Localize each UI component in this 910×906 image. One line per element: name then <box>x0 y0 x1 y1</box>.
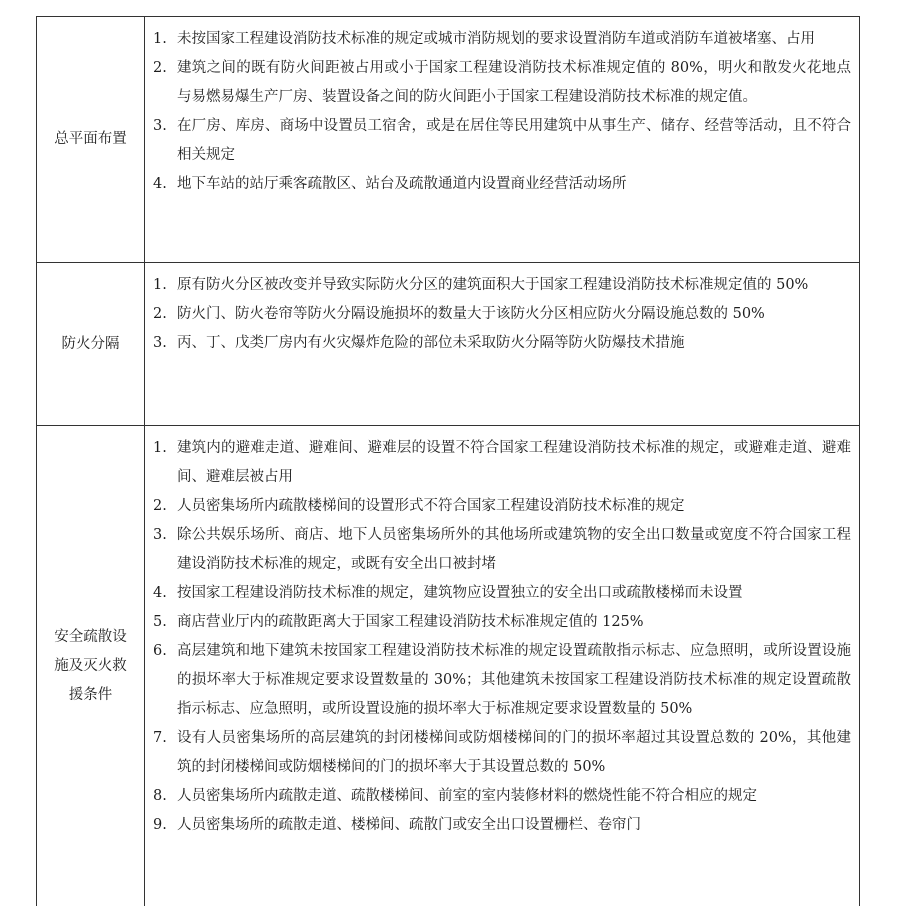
table-row-evacuation-rescue <box>37 426 859 906</box>
list-item <box>153 54 851 112</box>
item-text: 在厂房、库房、商场中设置员工宿舍，或是在居住等民用建筑中从事生产、储存、经营等活动，且不符合相关规定 <box>177 118 851 163</box>
item-number: 2. <box>153 306 167 322</box>
item-text: 地下车站的站厅乘客疏散区、站台及疏散通道内设置商业经营活动场所 <box>177 176 627 192</box>
category-label: 总平面布置 <box>54 131 127 147</box>
item-number: 5. <box>153 614 167 630</box>
item-text: 设有人员密集场所的高层建筑的封闭楼梯间或防烟楼梯间的门的损坏率超过其设置总数的 20%，其他建筑的封闭楼梯间或防烟楼梯间的门的损坏率大于其设置总数的 50% <box>177 730 851 775</box>
item-text: 人员密集场所内疏散走道、疏散楼梯间、前室的室内装修材料的燃烧性能不符合相应的规定 <box>177 788 757 804</box>
item-text: 人员密集场所内疏散楼梯间的设置形式不符合国家工程建设消防技术标准的规定 <box>177 498 685 514</box>
item-number: 7. <box>153 730 167 746</box>
list-item <box>153 492 851 521</box>
item-text: 防火门、防火卷帘等防火分隔设施损坏的数量大于该防火分区相应防火分隔设施总数的 50% <box>177 306 765 322</box>
category-label: 防火分隔 <box>61 335 120 352</box>
criteria-list <box>145 17 859 262</box>
list-item <box>153 724 851 782</box>
item-number: 3. <box>153 118 167 134</box>
category-cell <box>37 263 145 425</box>
item-number: 3. <box>153 527 167 543</box>
item-text: 商店营业厅内的疏散距离大于国家工程建设消防技术标准规定值的 125% <box>177 614 644 630</box>
item-number: 2. <box>153 60 167 76</box>
item-text: 按国家工程建设消防技术标准的规定，建筑物应设置独立的安全出口或疏散楼梯而未设置 <box>177 585 743 601</box>
list-item <box>153 271 851 300</box>
item-number: 4. <box>153 585 167 601</box>
item-text: 除公共娱乐场所、商店、地下人员密集场所外的其他场所或建筑物的安全出口数量或宽度不符合国家工程建设消防技术标准的规定，或既有安全出口被封堵 <box>177 527 851 572</box>
item-number: 3. <box>153 335 167 351</box>
category-cell <box>37 426 145 906</box>
category-cell <box>37 17 145 262</box>
item-text: 高层建筑和地下建筑未按国家工程建设消防技术标准的规定设置疏散指示标志、应急照明，或所设置设施的损坏率大于标准规定要求设置数量的 30%；其他建筑未按国家工程建设消防技术标准的规定设置疏散指示标志、应急照明，或所设置设施的损坏率大于标准规定要求设置数量的 50% <box>177 643 851 717</box>
table-row-site-layout <box>37 17 859 263</box>
item-text: 未按国家工程建设消防技术标准的规定或城市消防规划的要求设置消防车道或消防车道被堵塞、占用 <box>177 31 815 47</box>
list-item <box>153 434 851 492</box>
item-number: 4. <box>153 176 167 192</box>
list-item <box>153 300 851 329</box>
item-number: 2. <box>153 498 167 514</box>
criteria-list <box>145 426 859 906</box>
hazard-criteria-table <box>36 16 860 906</box>
criteria-list <box>145 263 859 425</box>
item-number: 1. <box>153 277 167 293</box>
list-item <box>153 521 851 579</box>
table-row-fire-separation <box>37 263 859 426</box>
item-text: 丙、丁、戊类厂房内有火灾爆炸危险的部位未采取防火分隔等防火防爆技术措施 <box>177 335 685 351</box>
item-number: 1. <box>153 31 167 47</box>
list-item <box>153 637 851 724</box>
list-item <box>153 579 851 608</box>
list-item <box>153 608 851 637</box>
list-item <box>153 112 851 170</box>
item-number: 8. <box>153 788 167 804</box>
item-number: 6. <box>153 643 167 659</box>
item-number: 1. <box>153 440 167 456</box>
item-text: 建筑内的避难走道、避难间、避难层的设置不符合国家工程建设消防技术标准的规定，或避难走道、避难间、避难层被占用 <box>177 440 851 485</box>
item-text: 人员密集场所的疏散走道、楼梯间、疏散门或安全出口设置栅栏、卷帘门 <box>177 817 641 833</box>
list-item <box>153 782 851 811</box>
item-text: 建筑之间的既有防火间距被占用或小于国家工程建设消防技术标准规定值的 80%，明火和散发火花地点与易燃易爆生产厂房、装置设备之间的防火间距小于国家工程建设消防技术标准的规定值。 <box>177 60 851 105</box>
list-item <box>153 329 851 358</box>
category-label: 安全疏散设施及灭火救援条件 <box>54 628 127 703</box>
list-item <box>153 170 851 199</box>
item-text: 原有防火分区被改变并导致实际防火分区的建筑面积大于国家工程建设消防技术标准规定值的 50% <box>177 277 809 293</box>
list-item <box>153 25 851 54</box>
item-number: 9. <box>153 817 167 833</box>
list-item <box>153 811 851 840</box>
